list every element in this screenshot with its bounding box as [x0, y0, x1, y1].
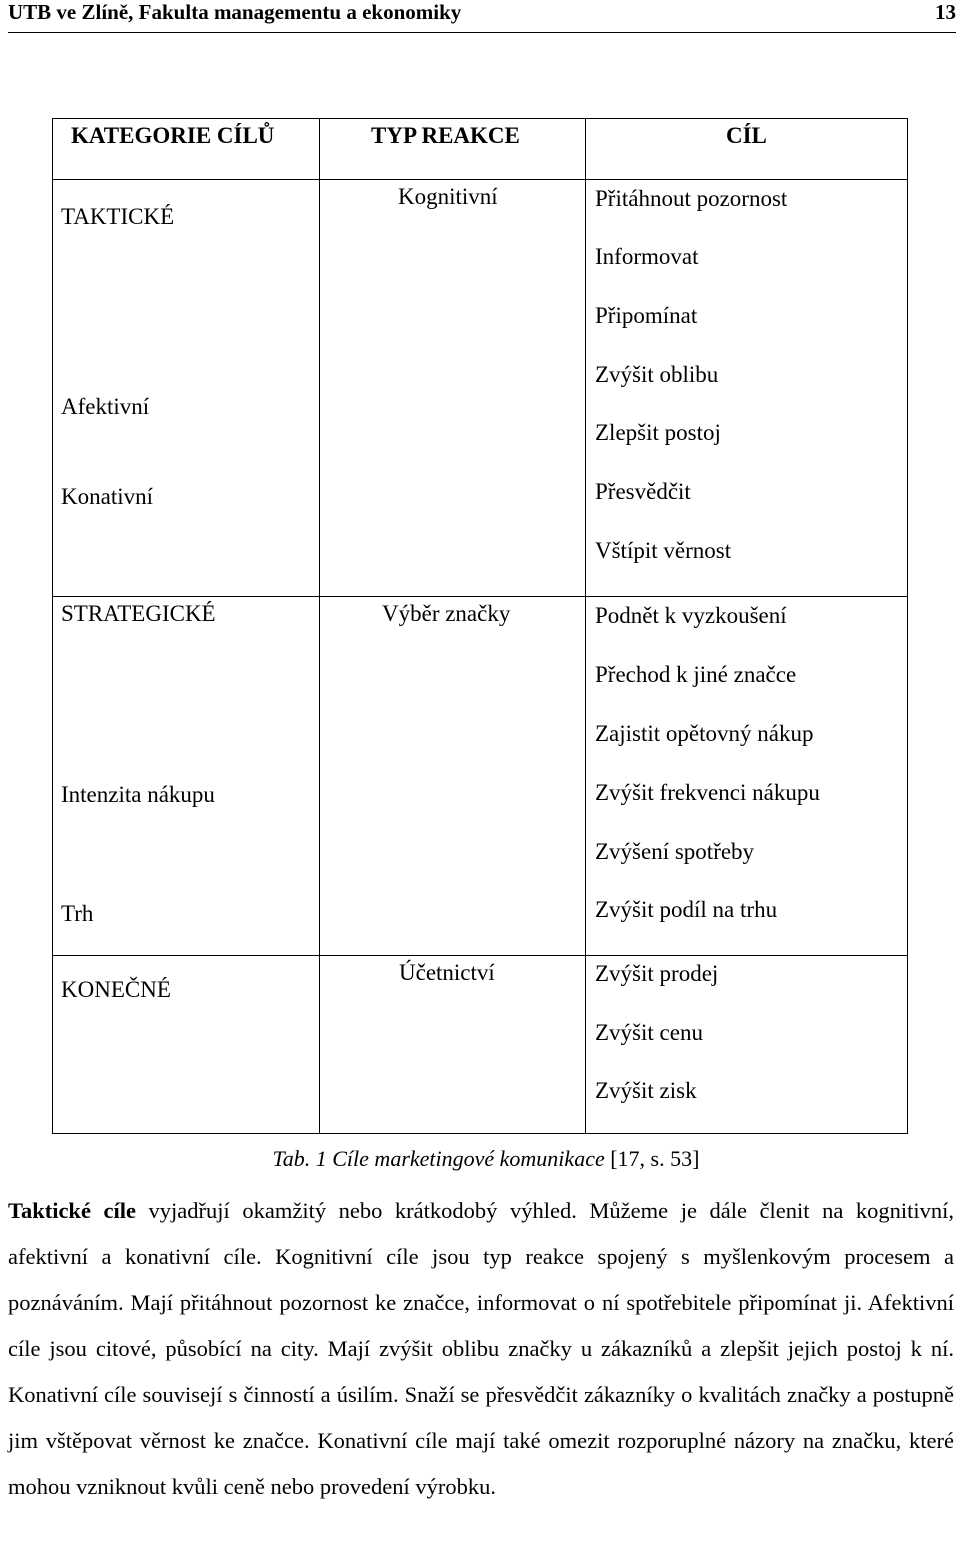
paragraph-text: vyjadřují okamžitý nebo krátkodobý výhled. Můžeme je dále členit na kognitivní, afektivní a konativní cíle. Kognitivní cíle jsou typ reakce spojený s myšlenkovým procesem a poznáváním. Mají přitáhnout pozornost ke značce, informovat o ní spotřebitele připomínat ji. Afektivní cíle jsou citové, působící na city. Mají zvýšit oblibu značky u zákazníků a zlepšit jejich postoj k ní. Konativní cíle souvisejí s činností a úsilím. Snaží se přesvědčit zákazníky o kvalitách značky a postupně jim vštěpovat věrnost ke značce. Konativní cíle mají také omezit rozporuplné názory na značku, které mohou vzniknout kvůli ceně nebo provedení výrobku.	[8, 1198, 954, 1499]
paragraph-lead: Taktické cíle	[8, 1198, 136, 1223]
goal-item: Zvýšení spotřeby	[595, 839, 755, 864]
goal-item: Přesvědčit	[595, 479, 691, 504]
body-paragraph	[8, 1188, 954, 1510]
category-conative: Konativní	[61, 484, 153, 509]
goals-table	[52, 118, 908, 1134]
category-affective: Afektivní	[61, 394, 150, 419]
header-title: UTB ve Zlíně, Fakulta managementu a ekonomiky	[8, 0, 462, 24]
goal-item: Podnět k vyzkoušení	[595, 603, 787, 628]
column-header-category: KATEGORIE CÍLŮ	[71, 123, 275, 148]
goal-item: Zvýšit prodej	[595, 961, 719, 986]
row-divider-strategic	[53, 955, 907, 956]
goal-item: Přitáhnout pozornost	[595, 186, 788, 211]
reaction-cognitive: Kognitivní	[398, 184, 498, 209]
goal-item: Přechod k jiné značce	[595, 662, 797, 687]
goal-item: Informovat	[595, 244, 699, 269]
column-divider	[585, 119, 586, 1133]
caption-label: Tab. 1 Cíle marketingové komunikace	[272, 1146, 605, 1171]
caption-source: [17, s. 53]	[604, 1146, 700, 1171]
category-purchase-intensity: Intenzita nákupu	[61, 782, 215, 807]
goal-item: Zvýšit frekvenci nákupu	[595, 780, 820, 805]
goal-item: Zvýšit zisk	[595, 1078, 697, 1103]
category-strategic: STRATEGICKÉ	[61, 601, 216, 626]
page-number: 13	[935, 0, 956, 24]
goal-item: Vštípit věrnost	[595, 538, 732, 563]
header-row-divider	[53, 179, 907, 180]
goal-item: Připomínat	[595, 303, 698, 328]
row-divider-tactical	[53, 596, 907, 597]
column-divider	[319, 119, 320, 1133]
running-header	[8, 0, 956, 30]
category-market: Trh	[61, 901, 94, 926]
goal-item: Zvýšit oblibu	[595, 362, 719, 387]
category-final: KONEČNÉ	[61, 977, 171, 1002]
column-header-reaction: TYP REAKCE	[371, 123, 520, 148]
reaction-brand-choice: Výběr značky	[382, 601, 511, 626]
table-caption	[0, 1146, 960, 1172]
goal-item: Zlepšit postoj	[595, 420, 721, 445]
header-rule	[8, 32, 956, 33]
column-header-goal: CÍL	[726, 123, 767, 148]
goal-item: Zajistit opětovný nákup	[595, 721, 814, 746]
goal-item: Zvýšit podíl na trhu	[595, 897, 778, 922]
goal-item: Zvýšit cenu	[595, 1020, 703, 1045]
category-tactical: TAKTICKÉ	[61, 204, 175, 229]
reaction-accounting: Účetnictví	[399, 960, 495, 985]
